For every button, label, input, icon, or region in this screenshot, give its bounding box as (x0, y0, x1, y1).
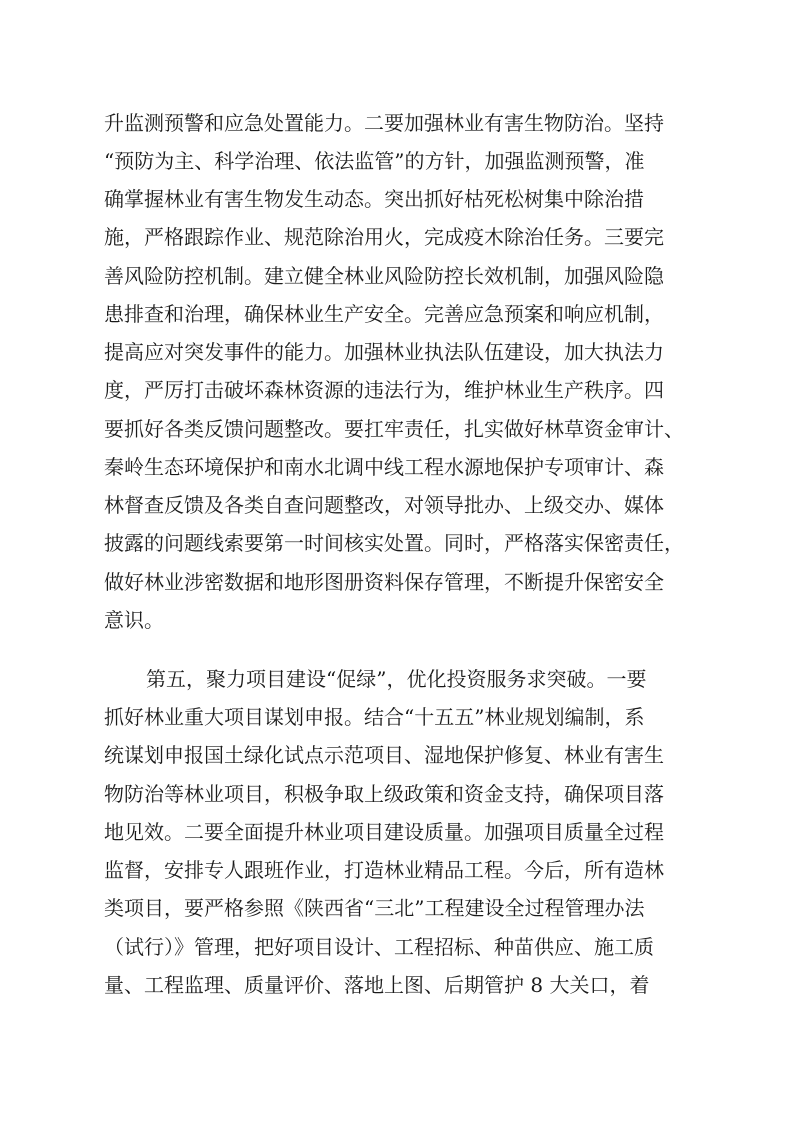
paragraph-1-line-4: 施，严格跟踪作业、规范除治用火，完成疫木除治任务。三要完 (104, 225, 664, 249)
paragraph-1-line-12: 披露的问题线索要第一时间核实处置。同时，严格落实保密责任， (104, 531, 684, 555)
paragraph-1-line-6: 患排查和治理，确保林业生产安全。完善应急预案和响应机制， (104, 302, 664, 326)
paragraph-1-line-14: 意识。 (104, 608, 164, 632)
paragraph-1-line-3: 确掌握林业有害生物发生动态。突出抓好枯死松树集中除治措 (104, 187, 644, 211)
paragraph-2-line-2: 抓好林业重大项目谋划申报。结合“十五五”林业规划编制，系 (104, 705, 645, 729)
paragraph-2-line-6: 监督，安排专人跟班作业，打造林业精品工程。今后，所有造林 (104, 858, 664, 882)
paragraph-1-line-9: 要抓好各类反馈问题整改。要扛牢责任，扎实做好林草资金审计、 (104, 417, 684, 441)
paragraph-2-line-8: （试行）》管理，把好项目设计、工程招标、种苗供应、施工质 (104, 935, 654, 959)
paragraph-1-line-2: “预防为主、科学治理、依法监管”的方针，加强监测预警，准 (104, 149, 645, 173)
paragraph-2-line-7: 类项目，要严格参照《陕西省“三北”工程建设全过程管理办法 (104, 896, 645, 920)
paragraph-1-line-10: 秦岭生态环境保护和南水北调中线工程水源地保护专项审计、森 (104, 455, 664, 479)
paragraph-1-line-8: 度，严厉打击破坏森林资源的违法行为，维护林业生产秩序。四 (104, 378, 664, 402)
paragraph-1-line-13: 做好林业涉密数据和地形图册资料保存管理，不断提升保密安全 (104, 570, 664, 594)
paragraph-1-line-5: 善风险防控机制。建立健全林业风险防控长效机制，加强风险隐 (104, 264, 664, 288)
paragraph-1-line-11: 林督查反馈及各类自查问题整改，对领导批办、上级交办、媒体 (104, 493, 664, 517)
paragraph-1-line-7: 提高应对突发事件的能力。加强林业执法队伍建设，加大执法力 (104, 340, 664, 364)
paragraph-2-line-3: 统谋划申报国土绿化试点示范项目、湿地保护修复、林业有害生 (104, 743, 664, 767)
paragraph-1-line-1: 升监测预警和应急处置能力。二要加强林业有害生物防治。坚持 (104, 111, 664, 135)
paragraph-2-line-4: 物防治等林业项目，积极争取上级政策和资金支持，确保项目落 (104, 782, 664, 806)
paragraph-2-line-1: 第五，聚力项目建设“促绿”，优化投资服务求突破。一要 (146, 667, 647, 691)
paragraph-2-line-5: 地见效。二要全面提升林业项目建设质量。加强项目质量全过程 (104, 820, 664, 844)
paragraph-2-line-9: 量、工程监理、质量评价、落地上图、后期管护 8 大关口，着 (104, 973, 650, 997)
